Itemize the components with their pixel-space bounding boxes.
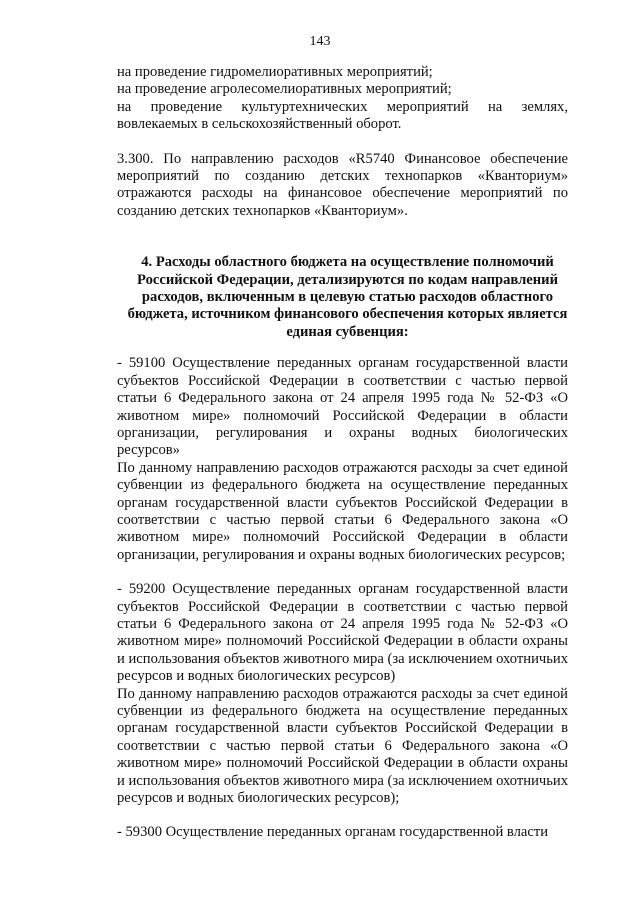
- intro-line-2: на проведение агролесомелиоративных мероприятий;: [117, 81, 452, 98]
- page-number: 143: [309, 34, 331, 49]
- heading-line-2: Российской Федерации, детализируются по кодам направлений: [137, 271, 558, 288]
- intro-line-1: на проведение гидромелиоративных мероприятий;: [117, 64, 433, 80]
- heading-line-5: единая субвенция:: [286, 323, 409, 340]
- heading-line-1: 4. Расходы областного бюджета на осуществление полномочий: [141, 254, 554, 271]
- item-59200-title: - 59200 Осуществление переданных органам государственной власти субъектов Российской Федерации в соответствии с частью первой статьи 6 Федерального закона от 24 апреля 1995 года № 52-ФЗ «О животном мире» полномочий Российской Федерации в области охраны и использования объектов животного мира (за исключением охотничьих ресурсов и водных биологических ресурсов): [117, 581, 568, 685]
- section-4-heading: [117, 254, 568, 341]
- document-body: [117, 64, 568, 842]
- item-59100-description: По данному направлению расходов отражаются расходы за счет единой субвенции из федерального бюджета на осуществление переданных органам государственной власти субъектов Российской Федерации в соответствии с частью первой статьи 6 Федерального закона «О животном мире» полномочий Российской Федерации в области организации, регулирования и охраны водных биологических ресурсов;: [117, 459, 568, 563]
- item-59300-title: - 59300 Осуществление переданных органам государственной власти: [117, 824, 549, 841]
- section-3300-paragraph: 3.300. По направлению расходов «R5740 Финансовое обеспечение мероприятий по созданию детских технопарков «Кванториум» отражаются расходы на финансовое обеспечение мероприятий по созданию детских технопарков «Кванториум».: [117, 150, 568, 219]
- heading-line-3: расходов, включенным в целевую статью расходов областного: [141, 289, 554, 306]
- heading-line-4: бюджета, источником финансового обеспечения которых является: [127, 306, 568, 323]
- item-59200-description: По данному направлению расходов отражаются расходы за счет единой субвенции из федерального бюджета на осуществление переданных органам государственной власти субъектов Российской Федерации в соответствии с частью первой статьи 6 Федерального закона «О животном мире» полномочий Российской Федерации в области охраны и использования объектов животного мира (за исключением охотничьих ресурсов и водных биологических ресурсов);: [117, 685, 568, 807]
- item-59100-title: - 59100 Осуществление переданных органам государственной власти субъектов Российской Федерации в соответствии с частью первой статьи 6 Федерального закона от 24 апреля 1995 года № 52-ФЗ «О животном мире» полномочий Российской Федерации в области организации, регулирования и охраны водных биологических ресурсов»: [117, 355, 568, 459]
- intro-line-3: на проведение культуртехнических мероприятий на землях, вовлекаемых в сельскохозяйственный оборот.: [117, 98, 568, 133]
